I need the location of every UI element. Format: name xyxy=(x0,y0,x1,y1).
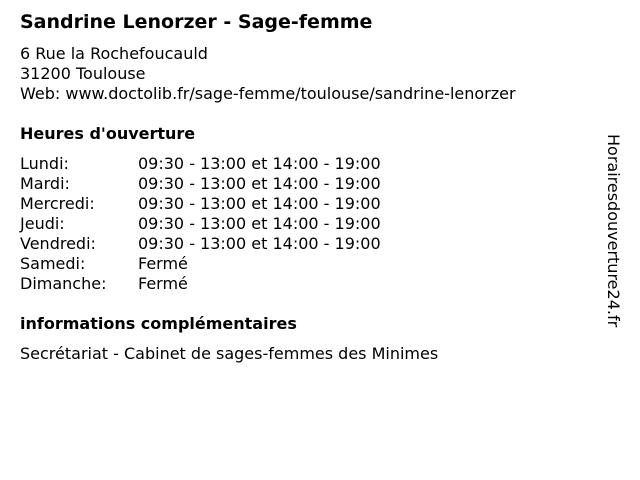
hours-value: 09:30 - 13:00 et 14:00 - 19:00 xyxy=(138,174,381,193)
address-block xyxy=(20,44,516,104)
website-link[interactable]: Web: www.doctolib.fr/sage-femme/toulouse/sandrine-lenorzer xyxy=(20,84,516,103)
hours-value: Fermé xyxy=(138,254,188,273)
day-label: Samedi: xyxy=(20,254,86,273)
address-street: 6 Rue la Rochefoucauld xyxy=(20,44,208,63)
hours-value: 09:30 - 13:00 et 14:00 - 19:00 xyxy=(138,194,381,213)
day-label: Mercredi: xyxy=(20,194,95,213)
hours-value: Fermé xyxy=(138,274,188,293)
day-label: Mardi: xyxy=(20,174,70,193)
page-title: Sandrine Lenorzer - Sage-femme xyxy=(20,11,373,33)
site-watermark: Horairesdouverture24.fr xyxy=(604,134,623,328)
hours-value: 09:30 - 13:00 et 14:00 - 19:00 xyxy=(138,234,381,253)
hours-value: 09:30 - 13:00 et 14:00 - 19:00 xyxy=(138,214,381,233)
address-city: 31200 Toulouse xyxy=(20,64,146,83)
day-label: Vendredi: xyxy=(20,234,96,253)
opening-hours-heading: Heures d'ouverture xyxy=(20,124,196,143)
day-label: Dimanche: xyxy=(20,274,107,293)
hours-value: 09:30 - 13:00 et 14:00 - 19:00 xyxy=(138,154,381,173)
additional-info-text: Secrétariat - Cabinet de sages-femmes des Minimes xyxy=(20,344,439,363)
day-label: Jeudi: xyxy=(20,214,65,233)
additional-info-heading: informations complémentaires xyxy=(20,314,297,333)
day-label: Lundi: xyxy=(20,154,69,173)
